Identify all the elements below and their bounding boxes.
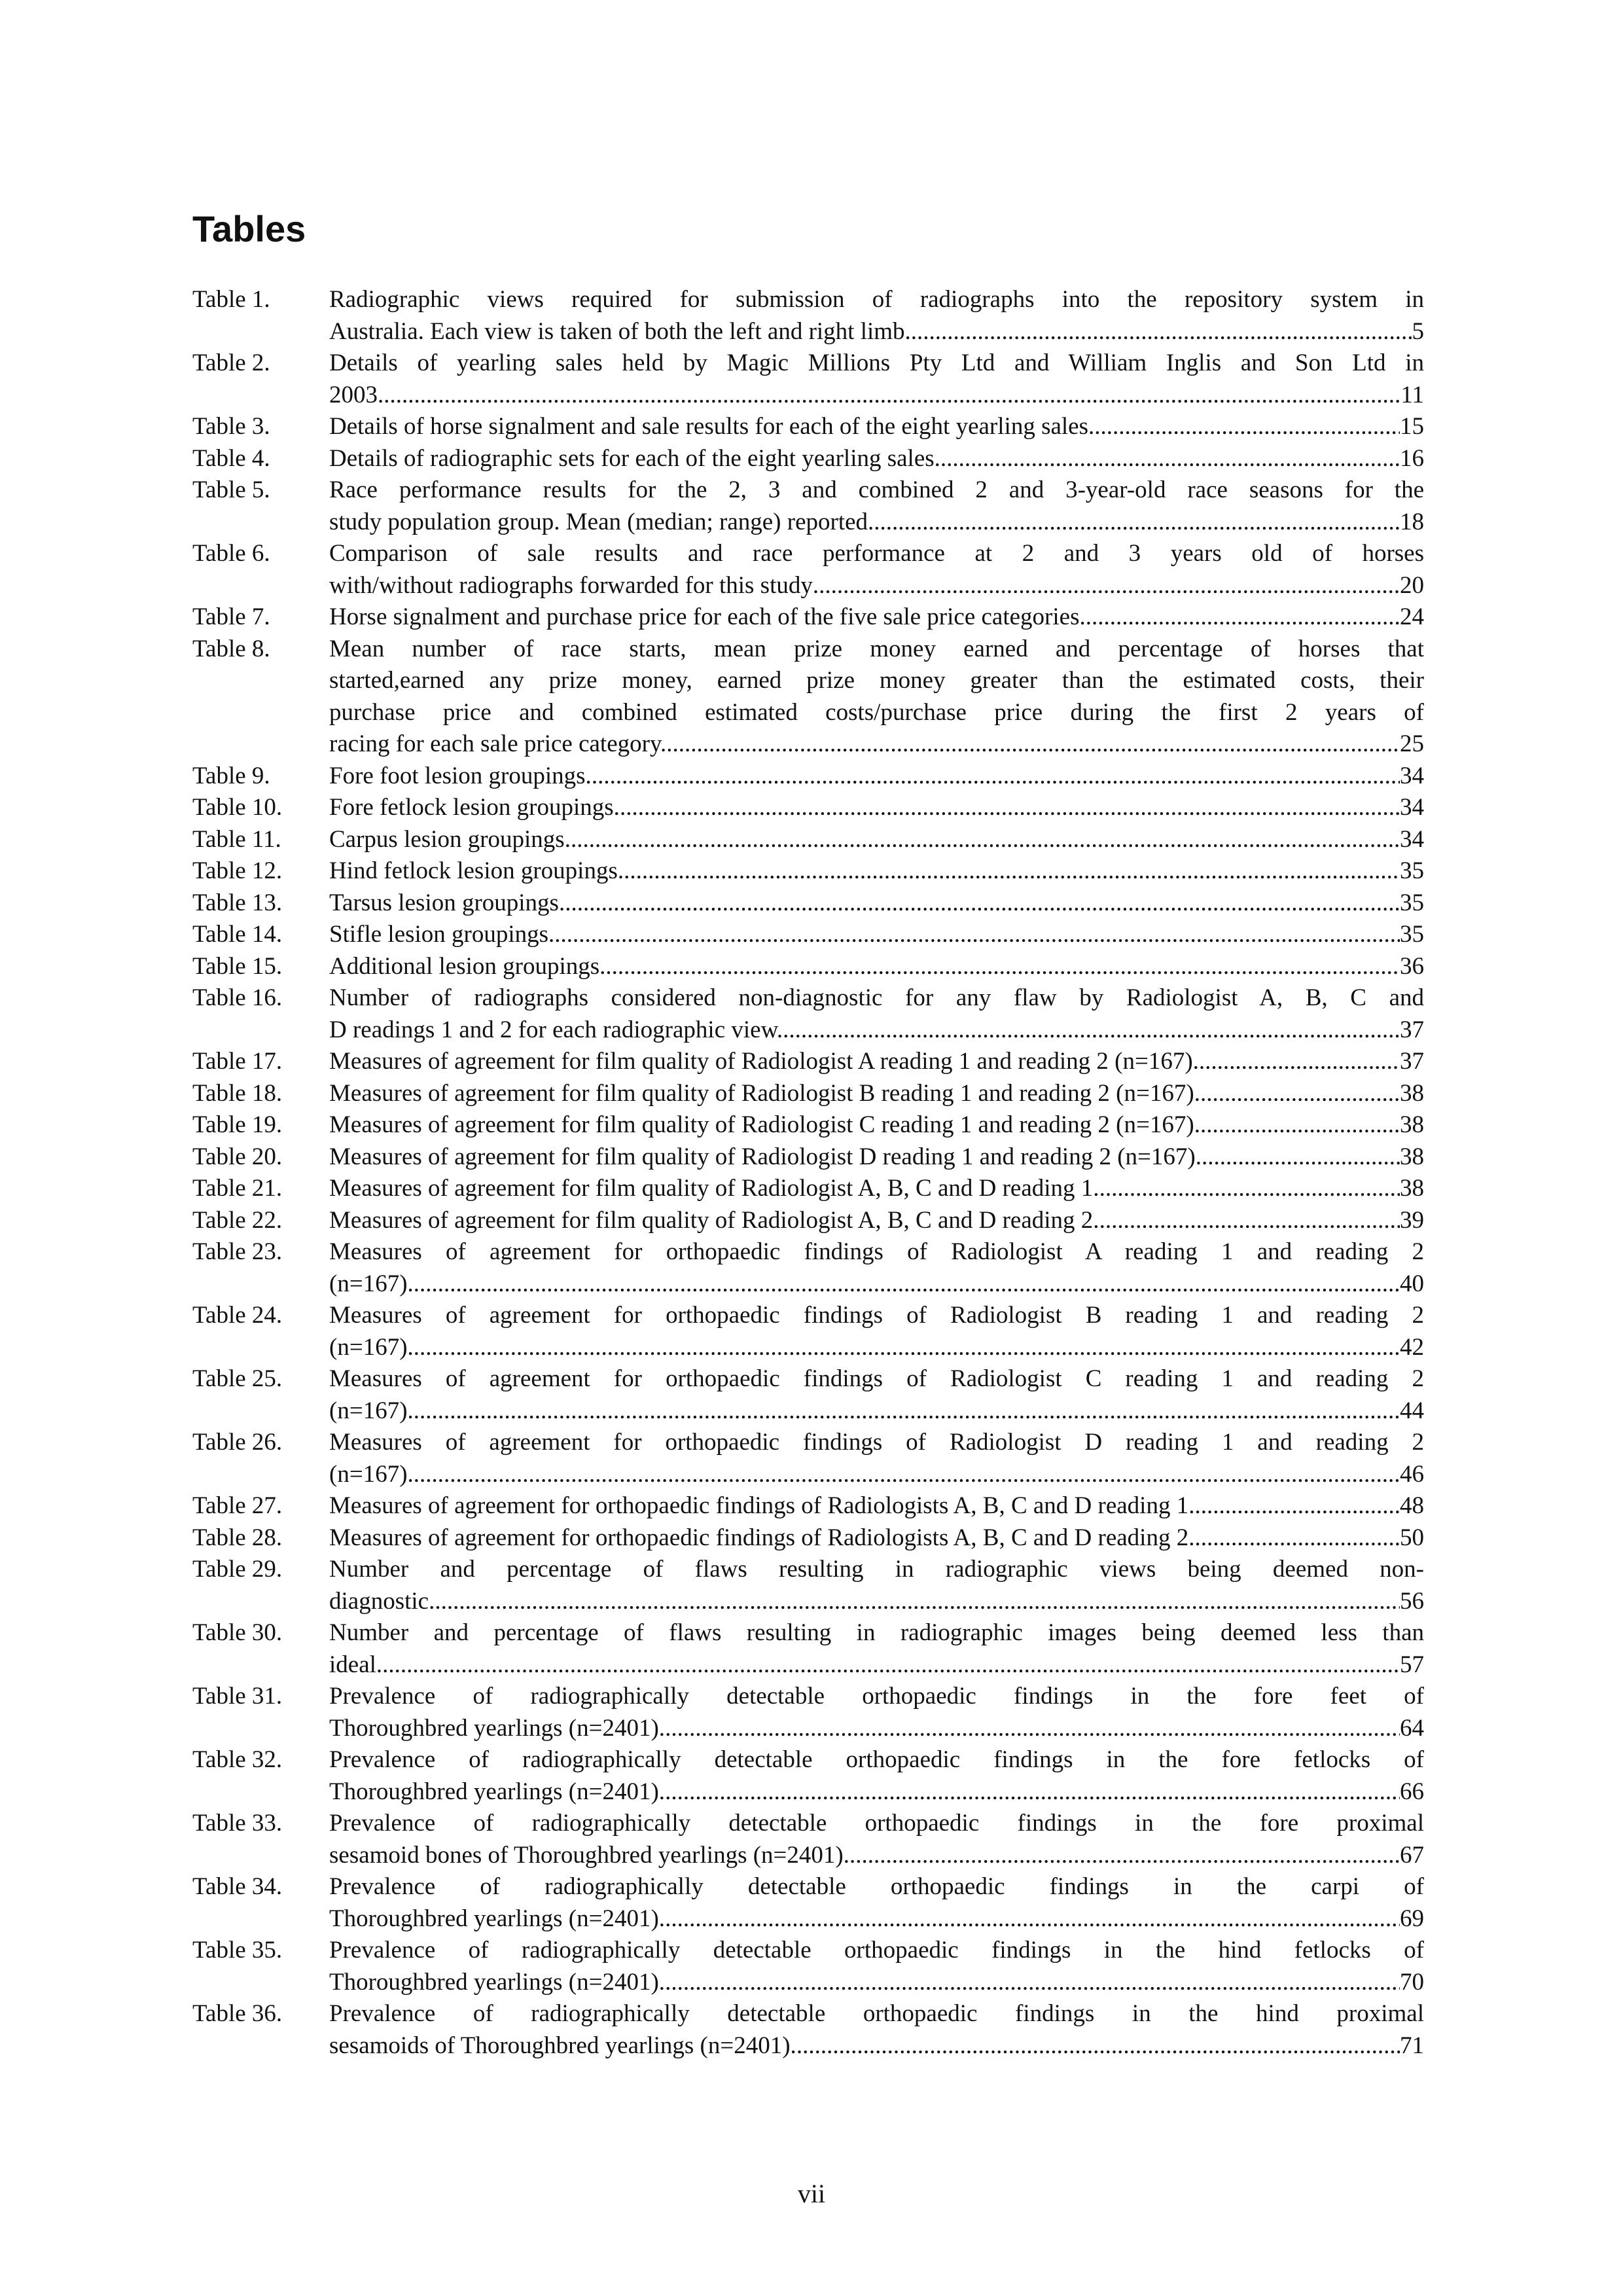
dot-leader: [414, 1332, 1400, 1364]
toc-page-number: 69: [1400, 1905, 1424, 1932]
dot-leader: [796, 2030, 1400, 2062]
toc-entry-label: Table 9.: [192, 762, 270, 789]
toc-entry-caption: [329, 1681, 1424, 1744]
caption-text: Measures of agreement for film quality of Radiologist A, B, C and D reading 1.: [329, 1175, 1099, 1202]
caption-line: Prevalence of radiographically detectable orthopaedic findings in the fore proximal: [329, 1810, 1424, 1837]
toc-page-number: 37: [1400, 1016, 1424, 1043]
toc-entry-caption: [329, 951, 1424, 983]
toc-page-number: 40: [1400, 1270, 1424, 1297]
caption-last-line: [329, 2030, 1424, 2062]
caption-last-line: [329, 1109, 1424, 1141]
toc-entry-label: Table 5.: [192, 476, 270, 503]
toc-entry-caption: [329, 855, 1424, 888]
page-number: vii: [797, 2179, 826, 2208]
caption-last-line: [329, 1459, 1424, 1491]
toc-page-number: 66: [1400, 1778, 1424, 1805]
toc-entry-caption: [329, 1141, 1424, 1174]
caption-last-line: [329, 1903, 1424, 1935]
toc-entry-caption: [329, 824, 1424, 856]
toc-entry[interactable]: [192, 1046, 1424, 1078]
toc-entry-caption: [329, 919, 1424, 951]
toc-entry[interactable]: [192, 411, 1424, 443]
toc-entry-label: Table 2.: [192, 350, 270, 376]
toc-entry-caption: [329, 888, 1424, 920]
caption-last-line: [329, 316, 1424, 348]
dot-leader: [1202, 1141, 1400, 1174]
caption-last-line: [329, 855, 1424, 888]
caption-text: Measures of agreement for orthopaedic findings of Radiologists A, B, C and D reading 1.: [329, 1492, 1195, 1519]
toc-entry-caption: [329, 1046, 1424, 1078]
toc-entry[interactable]: [192, 792, 1424, 824]
toc-entry-label: Table 3.: [192, 413, 270, 440]
caption-text: ideal: [329, 1651, 376, 1678]
caption-line: Details of yearling sales held by Magic Millions Pty Ltd and William Inglis and Son Ltd in: [329, 350, 1424, 376]
toc-page-number: 38: [1400, 1111, 1424, 1138]
caption-text: Australia. Each view is taken of both the left and right limb.: [329, 317, 911, 345]
caption-last-line: [329, 792, 1424, 824]
caption-line: Measures of agreement for orthopaedic findings of Radiologist A reading 1 and reading 2: [329, 1238, 1424, 1265]
toc-entry[interactable]: [192, 1300, 1424, 1363]
toc-entry[interactable]: [192, 634, 1424, 761]
caption-text: 2003: [329, 381, 378, 408]
caption-last-line: [329, 507, 1424, 539]
toc-entry-label: Table 28.: [192, 1524, 283, 1551]
toc-entry[interactable]: [192, 761, 1424, 793]
caption-line: started,earned any prize money, earned prize money greater than the estimated costs, their: [329, 667, 1424, 694]
toc-page-number: 34: [1400, 762, 1424, 789]
caption-line: Prevalence of radiographically detectable orthopaedic findings in the fore fetlocks of: [329, 1746, 1424, 1773]
caption-last-line: [329, 1776, 1424, 1808]
toc-entry-label: Table 35.: [192, 1937, 283, 1964]
caption-last-line: [329, 411, 1424, 443]
toc-entry-label: Table 6.: [192, 540, 270, 567]
toc-page-number: 24: [1400, 603, 1424, 630]
toc-entry[interactable]: [192, 1808, 1424, 1871]
toc-page-number: 64: [1400, 1714, 1424, 1742]
toc-page-number: 35: [1400, 921, 1424, 948]
caption-line: purchase price and combined estimated costs/purchase price during the first 2 years of: [329, 698, 1424, 726]
caption-line: Prevalence of radiographically detectable orthopaedic findings in the hind proximal: [329, 2000, 1424, 2027]
caption-last-line: [329, 761, 1424, 793]
caption-last-line: [329, 1046, 1424, 1078]
toc-entry-label: Table 31.: [192, 1683, 283, 1710]
toc-entry-caption: [329, 1205, 1424, 1237]
caption-text: Details of radiographic sets for each of the eight yearling sales: [329, 444, 935, 472]
toc-entry-caption: [329, 1427, 1424, 1490]
toc-entry[interactable]: [192, 1363, 1424, 1427]
dot-leader: [1099, 1173, 1400, 1205]
caption-last-line: [329, 728, 1424, 761]
caption-last-line: [329, 380, 1424, 412]
caption-last-line: [329, 888, 1424, 920]
toc-page-number: 57: [1400, 1651, 1424, 1678]
toc-entry[interactable]: [192, 284, 1424, 348]
caption-text: Thoroughbred yearlings (n=2401).: [329, 1968, 666, 1996]
toc-entry-label: Table 34.: [192, 1873, 283, 1900]
dot-leader: [874, 507, 1400, 539]
toc-entry[interactable]: [192, 951, 1424, 983]
toc-page-number: 70: [1400, 1968, 1424, 1996]
caption-last-line: [329, 443, 1424, 475]
toc-entry-label: Table 29.: [192, 1556, 283, 1583]
toc-entry-caption: [329, 1236, 1424, 1300]
toc-page-number: 71: [1400, 2032, 1424, 2059]
toc-entry[interactable]: [192, 855, 1424, 888]
caption-text: Measures of agreement for orthopaedic findings of Radiologists A, B, C and D reading 2.: [329, 1524, 1195, 1551]
caption-text: Fore foot lesion groupings.: [329, 762, 592, 789]
toc-entry-caption: [329, 1617, 1424, 1681]
page-title: Tables: [192, 208, 306, 249]
caption-text: Measures of agreement for film quality of Radiologist A, B, C and D reading 2.: [329, 1206, 1099, 1234]
toc-page-number: 34: [1400, 825, 1424, 853]
caption-last-line: [329, 601, 1424, 634]
toc-page-number: 38: [1400, 1079, 1424, 1107]
toc-entry[interactable]: [192, 1109, 1424, 1141]
dot-leader: [571, 824, 1400, 856]
toc-entry-label: Table 13.: [192, 889, 283, 916]
toc-entry-caption: [329, 792, 1424, 824]
toc-page-number: 37: [1400, 1048, 1424, 1075]
toc-entry-label: Table 32.: [192, 1746, 283, 1773]
toc-entry[interactable]: [192, 1205, 1424, 1237]
dot-leader: [376, 1649, 1400, 1681]
toc-entry-label: Table 16.: [192, 984, 283, 1011]
dot-leader: [666, 728, 1400, 761]
dot-leader: [378, 380, 1400, 412]
toc-entry[interactable]: [192, 1236, 1424, 1300]
caption-last-line: [329, 1522, 1424, 1554]
toc-entry-caption: [329, 1808, 1424, 1871]
toc-entry-caption: [329, 601, 1424, 634]
toc-entry-label: Table 25.: [192, 1365, 283, 1392]
toc-page-number: 48: [1400, 1492, 1424, 1519]
toc-entry[interactable]: [192, 1427, 1424, 1490]
caption-last-line: [329, 1078, 1424, 1110]
dot-leader: [565, 888, 1400, 920]
dot-leader: [849, 1840, 1400, 1872]
toc-entry[interactable]: [192, 1681, 1424, 1744]
toc-page-number: 20: [1400, 571, 1424, 599]
dot-leader: [1079, 601, 1400, 634]
toc-page-number: 42: [1400, 1333, 1424, 1361]
toc-entry-caption: [329, 982, 1424, 1046]
toc-entry-label: Table 11.: [192, 825, 281, 853]
dot-leader: [605, 951, 1400, 983]
toc-entry[interactable]: [192, 1998, 1424, 2062]
caption-last-line: [329, 1141, 1424, 1174]
toc-entry[interactable]: [192, 538, 1424, 601]
toc-entry-label: Table 23.: [192, 1238, 283, 1265]
toc-entry-label: Table 15.: [192, 952, 283, 980]
dot-leader: [665, 1903, 1400, 1935]
toc-entry[interactable]: [192, 1554, 1424, 1617]
toc-entry-label: Table 18.: [192, 1079, 283, 1107]
toc-page-number: 34: [1400, 794, 1424, 821]
toc-page-number: 35: [1400, 889, 1424, 916]
caption-last-line: [329, 1490, 1424, 1522]
toc-entry[interactable]: [192, 1173, 1424, 1205]
dot-leader: [1194, 1522, 1400, 1554]
caption-text: Thoroughbred yearlings (n=2401).: [329, 1905, 666, 1932]
toc-entry-label: Table 12.: [192, 857, 283, 884]
caption-line: Prevalence of radiographically detectable orthopaedic findings in the hind fetlocks of: [329, 1937, 1424, 1964]
caption-last-line: [329, 1586, 1424, 1618]
toc-entry[interactable]: [192, 919, 1424, 951]
toc-page-number: 25: [1400, 730, 1424, 757]
dot-leader: [1194, 1490, 1400, 1522]
toc-entry[interactable]: [192, 1490, 1424, 1522]
toc-entry[interactable]: [192, 1522, 1424, 1554]
caption-line: Comparison of sale results and race performance at 2 and 3 years old of horses: [329, 540, 1424, 567]
caption-text: Horse signalment and purchase price for each of the five sale price categories: [329, 603, 1080, 630]
caption-last-line: [329, 951, 1424, 983]
caption-text: (n=167).: [329, 1270, 414, 1297]
toc-entry-label: Table 19.: [192, 1111, 283, 1138]
toc-page-number: 36: [1400, 952, 1424, 980]
toc-entry-label: Table 30.: [192, 1619, 283, 1646]
toc-entry[interactable]: [192, 475, 1424, 538]
toc-entry-label: Table 26.: [192, 1429, 283, 1456]
caption-text: racing for each sale price category.: [329, 730, 667, 757]
toc-page-number: 5: [1412, 317, 1424, 345]
toc-page-number: 16: [1400, 444, 1424, 472]
toc-entry[interactable]: [192, 1871, 1424, 1935]
toc-page-number: 11: [1400, 381, 1424, 408]
caption-text: study population group. Mean (median; range) reported.: [329, 508, 874, 535]
toc-entry-caption: [329, 284, 1424, 348]
caption-text: (n=167).: [329, 1460, 414, 1488]
toc-entry-label: Table 7.: [192, 603, 270, 630]
caption-text: Measures of agreement for film quality of Radiologist D reading 1 and reading 2 (n=167).: [329, 1143, 1202, 1170]
caption-line: Number and percentage of flaws resulting in radiographic views being deemed non-: [329, 1556, 1424, 1583]
toc-entry[interactable]: [192, 1935, 1424, 1998]
caption-last-line: [329, 1967, 1424, 1999]
toc-entry[interactable]: [192, 888, 1424, 920]
caption-text: Fore fetlock lesion groupings.: [329, 794, 620, 821]
toc-entry-caption: [329, 348, 1424, 411]
caption-text: (n=167).: [329, 1333, 414, 1361]
dot-leader: [1088, 411, 1400, 443]
toc-entry-label: Table 20.: [192, 1143, 283, 1170]
toc-entry-label: Table 4.: [192, 444, 270, 472]
caption-text: Measures of agreement for film quality of Radiologist A reading 1 and reading 2 (n=167).: [329, 1048, 1199, 1075]
caption-last-line: [329, 919, 1424, 951]
caption-line: Measures of agreement for orthopaedic findings of Radiologist C reading 1 and reading 2: [329, 1365, 1424, 1392]
caption-line: Measures of agreement for orthopaedic findings of Radiologist D reading 1 and reading 2: [329, 1429, 1424, 1456]
caption-text: sesamoid bones of Thoroughbred yearlings (n=2401).: [329, 1841, 849, 1869]
toc-entry-label: Table 27.: [192, 1492, 283, 1519]
caption-text: Measures of agreement for film quality of Radiologist B reading 1 and reading 2 (n=167): [329, 1079, 1194, 1107]
caption-text: (n=167).: [329, 1397, 414, 1424]
toc-entry-caption: [329, 538, 1424, 601]
caption-last-line: [329, 1649, 1424, 1681]
toc-page-number: 67: [1400, 1841, 1424, 1869]
caption-text: with/without radiographs forwarded for this study: [329, 571, 813, 599]
caption-text: Stifle lesion groupings.: [329, 921, 555, 948]
toc-entry[interactable]: [192, 348, 1424, 411]
caption-text: Additional lesion groupings.: [329, 952, 606, 980]
toc-entry-caption: [329, 1935, 1424, 1998]
toc-page-number: 39: [1400, 1206, 1424, 1234]
toc-entry-label: Table 14.: [192, 921, 283, 948]
toc-entry-caption: [329, 1522, 1424, 1554]
toc-entry-caption: [329, 1363, 1424, 1427]
toc-entry-label: Table 21.: [192, 1175, 283, 1202]
toc-entry-caption: [329, 443, 1424, 475]
dot-leader: [414, 1268, 1400, 1300]
caption-last-line: [329, 1840, 1424, 1872]
caption-text: Tarsus lesion groupings.: [329, 889, 565, 916]
toc-entry-caption: [329, 411, 1424, 443]
toc-entry-label: Table 22.: [192, 1206, 283, 1234]
caption-text: Carpus lesion groupings.: [329, 825, 571, 853]
toc-page-number: 56: [1400, 1587, 1424, 1615]
toc-entry-caption: [329, 634, 1424, 761]
caption-line: Race performance results for the 2, 3 and combined 2 and 3-year-old race seasons for the: [329, 476, 1424, 503]
toc-entry-caption: [329, 1078, 1424, 1110]
dot-leader: [592, 761, 1400, 793]
toc-page-number: 15: [1400, 413, 1424, 440]
caption-line: Number of radiographs considered non-diagnostic for any flaw by Radiologist A, B, C and: [329, 984, 1424, 1011]
dot-leader: [911, 316, 1412, 348]
toc-entry-caption: [329, 475, 1424, 538]
dot-leader: [620, 792, 1400, 824]
caption-last-line: [329, 1205, 1424, 1237]
toc-page-number: 35: [1400, 857, 1424, 884]
dot-leader: [624, 855, 1400, 888]
toc-entry[interactable]: [192, 1078, 1424, 1110]
toc-entry-caption: [329, 1109, 1424, 1141]
dot-leader: [1099, 1205, 1400, 1237]
toc-entry-caption: [329, 761, 1424, 793]
toc-page-number: 38: [1400, 1175, 1424, 1202]
dot-leader: [414, 1459, 1400, 1491]
dot-leader: [665, 1967, 1400, 1999]
caption-line: Number and percentage of flaws resulting in radiographic images being deemed less than: [329, 1619, 1424, 1646]
toc-entry[interactable]: [192, 982, 1424, 1046]
caption-last-line: [329, 824, 1424, 856]
caption-text: Measures of agreement for film quality of Radiologist C reading 1 and reading 2 (n=167): [329, 1111, 1194, 1138]
toc-entry-label: Table 10.: [192, 794, 283, 821]
caption-last-line: [329, 1173, 1424, 1205]
caption-line: Measures of agreement for orthopaedic findings of Radiologist B reading 1 and reading 2: [329, 1302, 1424, 1329]
toc-page-number: 44: [1400, 1397, 1424, 1424]
dot-leader: [783, 1014, 1400, 1047]
toc-page-number: 18: [1400, 508, 1424, 535]
toc-entry-label: Table 33.: [192, 1810, 283, 1837]
toc-entry-label: Table 36.: [192, 2000, 283, 2027]
toc-page-number: 50: [1400, 1524, 1424, 1551]
dot-leader: [935, 443, 1400, 475]
toc-entry-label: Table 8.: [192, 635, 270, 662]
toc-entry-label: Table 24.: [192, 1302, 283, 1329]
toc-entry-label: Table 1.: [192, 286, 270, 313]
toc-entry[interactable]: [192, 1744, 1424, 1808]
dot-leader: [1194, 1078, 1400, 1110]
caption-text: Hind fetlock lesion groupings.: [329, 857, 624, 884]
caption-text: sesamoids of Thoroughbred yearlings (n=2401).: [329, 2032, 796, 2059]
caption-text: D readings 1 and 2 for each radiographic view.: [329, 1016, 783, 1043]
toc-page-number: 38: [1400, 1143, 1424, 1170]
dot-leader: [1199, 1046, 1400, 1078]
caption-line: Prevalence of radiographically detectable orthopaedic findings in the fore feet of: [329, 1683, 1424, 1710]
toc-entry-caption: [329, 1871, 1424, 1935]
toc-entry-caption: [329, 1554, 1424, 1617]
toc-entry-caption: [329, 1300, 1424, 1363]
caption-line: Mean number of race starts, mean prize money earned and percentage of horses that: [329, 635, 1424, 662]
toc-entry-label: Table 17.: [192, 1048, 283, 1075]
toc-entry[interactable]: [192, 824, 1424, 856]
caption-text: Thoroughbred yearlings (n=2401).: [329, 1778, 666, 1805]
toc-entry-caption: [329, 1173, 1424, 1205]
caption-last-line: [329, 1268, 1424, 1300]
caption-text: Details of horse signalment and sale results for each of the eight yearling sales: [329, 413, 1088, 440]
dot-leader: [665, 1713, 1400, 1745]
caption-text: Thoroughbred yearlings (n=2401).: [329, 1714, 666, 1742]
toc-entry[interactable]: [192, 443, 1424, 475]
dot-leader: [813, 570, 1400, 602]
dot-leader: [665, 1776, 1400, 1808]
toc-entry[interactable]: [192, 1141, 1424, 1174]
caption-last-line: [329, 1713, 1424, 1745]
caption-last-line: [329, 1395, 1424, 1427]
caption-last-line: [329, 1014, 1424, 1047]
toc-entry-caption: [329, 1490, 1424, 1522]
toc-entry-caption: [329, 1744, 1424, 1808]
caption-line: Radiographic views required for submission of radiographs into the repository system in: [329, 286, 1424, 313]
list-of-tables: [192, 284, 1424, 2062]
dot-leader: [1194, 1109, 1400, 1141]
dot-leader: [554, 919, 1400, 951]
dot-leader: [414, 1395, 1400, 1427]
caption-last-line: [329, 1332, 1424, 1364]
caption-line: Prevalence of radiographically detectable orthopaedic findings in the carpi of: [329, 1873, 1424, 1900]
caption-last-line: [329, 570, 1424, 602]
toc-entry[interactable]: [192, 1617, 1424, 1681]
caption-text: diagnostic.: [329, 1587, 435, 1615]
dot-leader: [435, 1586, 1400, 1618]
toc-entry[interactable]: [192, 601, 1424, 634]
toc-page-number: 46: [1400, 1460, 1424, 1488]
toc-entry-caption: [329, 1998, 1424, 2062]
